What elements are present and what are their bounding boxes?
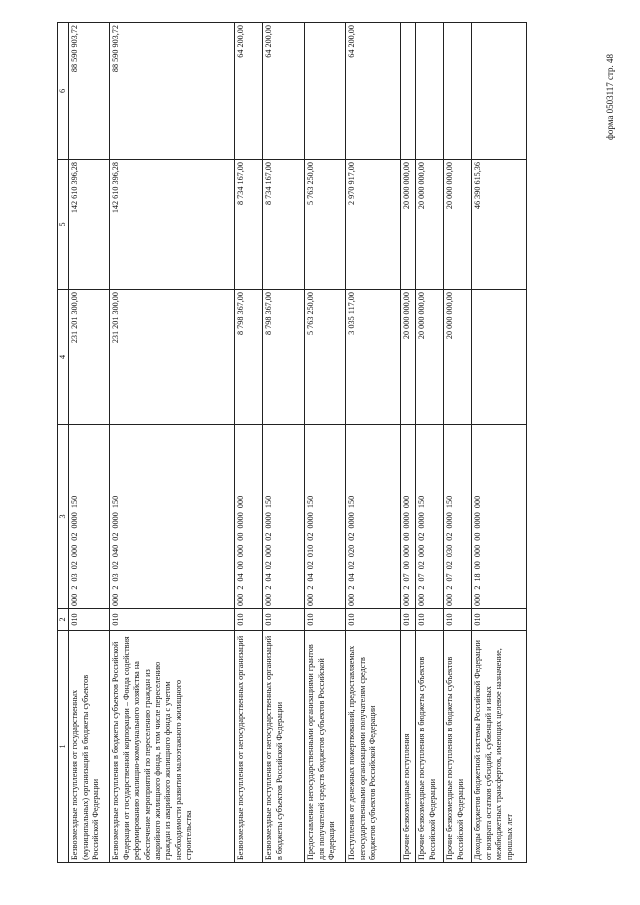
row-approved: 231 201 300,00	[110, 290, 235, 425]
column-number: 6	[58, 23, 69, 160]
row-income-code: 000 2 04 00 000 00 0000 000	[235, 425, 263, 609]
row-income-code: 000 2 04 02 010 02 0000 150	[305, 425, 346, 609]
column-number: 3	[58, 425, 69, 609]
row-approved	[472, 290, 527, 425]
row-executed: 20 000 000,00	[401, 160, 416, 290]
row-name: Поступления от денежных пожертвований, предоставляемых негосударственными организациями получателям средств бюджетов субъектов Российской Федерации	[346, 631, 401, 863]
row-line-code: 010	[305, 609, 346, 631]
row-approved: 8 798 367,00	[235, 290, 263, 425]
table-row	[472, 23, 527, 863]
table-row	[401, 23, 416, 863]
report-table	[57, 22, 527, 863]
row-income-code: 000 2 07 02 000 02 0000 150	[416, 425, 444, 609]
table-row	[416, 23, 444, 863]
row-line-code: 010	[416, 609, 444, 631]
row-unexecuted	[416, 23, 444, 160]
row-approved: 3 035 117,00	[346, 290, 401, 425]
table-row	[235, 23, 263, 863]
row-approved: 20 000 000,00	[401, 290, 416, 425]
page-header	[604, 20, 618, 140]
row-unexecuted	[444, 23, 472, 160]
row-name: Безвозмездные поступления от негосударственных организаций	[235, 631, 263, 863]
column-number-row	[58, 23, 69, 863]
row-line-code: 010	[69, 609, 110, 631]
table-row	[305, 23, 346, 863]
row-name: Прочие безвозмездные поступления	[401, 631, 416, 863]
table-row	[69, 23, 110, 863]
row-income-code: 000 2 03 02 040 02 0000 150	[110, 425, 235, 609]
rotated-page	[57, 23, 582, 863]
table-row	[110, 23, 235, 863]
row-name: Прочие безвозмездные поступления в бюджеты субъектов Российской Федерации	[416, 631, 444, 863]
row-approved: 20 000 000,00	[444, 290, 472, 425]
row-name: Доходы бюджетов бюджетной системы Российской Федерации от возврата остатков субсидий, субвенций и иных межбюджетных трансфертов, имеющих целевое назначение, прошлых лет	[472, 631, 527, 863]
row-approved: 5 763 250,00	[305, 290, 346, 425]
row-approved: 8 798 367,00	[263, 290, 305, 425]
row-unexecuted	[472, 23, 527, 160]
row-approved: 231 201 300,00	[69, 290, 110, 425]
row-executed: 5 763 250,00	[305, 160, 346, 290]
row-line-code: 010	[444, 609, 472, 631]
row-income-code: 000 2 07 00 000 00 0000 000	[401, 425, 416, 609]
row-unexecuted	[305, 23, 346, 160]
table-row	[346, 23, 401, 863]
row-executed: 142 610 396,28	[69, 160, 110, 290]
column-number: 5	[58, 160, 69, 290]
row-executed: 142 610 396,28	[110, 160, 235, 290]
row-approved: 20 000 000,00	[416, 290, 444, 425]
row-executed: 8 734 167,00	[235, 160, 263, 290]
row-line-code: 010	[401, 609, 416, 631]
row-unexecuted	[401, 23, 416, 160]
column-number: 4	[58, 290, 69, 425]
column-number: 1	[58, 631, 69, 863]
row-line-code: 010	[472, 609, 527, 631]
row-name: Безвозмездные поступления от негосударственных организаций в бюджеты субъектов Российской Федерации	[263, 631, 305, 863]
row-executed: 2 970 917,00	[346, 160, 401, 290]
row-executed: 20 000 000,00	[416, 160, 444, 290]
row-executed: 46 390 615,36	[472, 160, 527, 290]
row-line-code: 010	[235, 609, 263, 631]
row-income-code: 000 2 07 02 030 02 0000 150	[444, 425, 472, 609]
row-name: Прочие безвозмездные поступления в бюджеты субъектов Российской Федерации	[444, 631, 472, 863]
row-income-code: 000 2 04 02 000 02 0000 150	[263, 425, 305, 609]
row-income-code: 000 2 03 02 000 02 0000 150	[69, 425, 110, 609]
row-unexecuted: 64 200,00	[235, 23, 263, 160]
row-line-code: 010	[110, 609, 235, 631]
row-executed: 20 000 000,00	[444, 160, 472, 290]
row-name: Безвозмездные поступления в бюджеты субъектов Российской Федерации от государственной корпорации – Фонда содействия реформированию жилищно-коммунального хозяйства на обеспечение мероприятий по переселению граждан из аварийного жилищного фонда, в том числе переселению граждан из аварийного жилищного фонда с учетом необходимости развития малоэтажного жилищного строительства	[110, 631, 235, 863]
table-row	[263, 23, 305, 863]
form-label: форма 0503117 стр. 48	[605, 53, 615, 140]
row-executed: 8 734 167,00	[263, 160, 305, 290]
row-name: Безвозмездные поступления от государственных (муниципальных) организаций в бюджеты субъектов Российской Федерации	[69, 631, 110, 863]
row-unexecuted: 64 200,00	[263, 23, 305, 160]
row-income-code: 000 2 04 02 020 02 0000 150	[346, 425, 401, 609]
column-number: 2	[58, 609, 69, 631]
row-unexecuted: 64 200,00	[346, 23, 401, 160]
row-name: Предоставление негосударственными организациями грантов для получателей средств бюджетов субъектов Российской Федерации	[305, 631, 346, 863]
row-income-code: 000 2 18 00 000 00 0000 000	[472, 425, 527, 609]
table-row	[444, 23, 472, 863]
row-line-code: 010	[263, 609, 305, 631]
row-line-code: 010	[346, 609, 401, 631]
row-unexecuted: 88 590 903,72	[69, 23, 110, 160]
row-unexecuted: 88 590 903,72	[110, 23, 235, 160]
